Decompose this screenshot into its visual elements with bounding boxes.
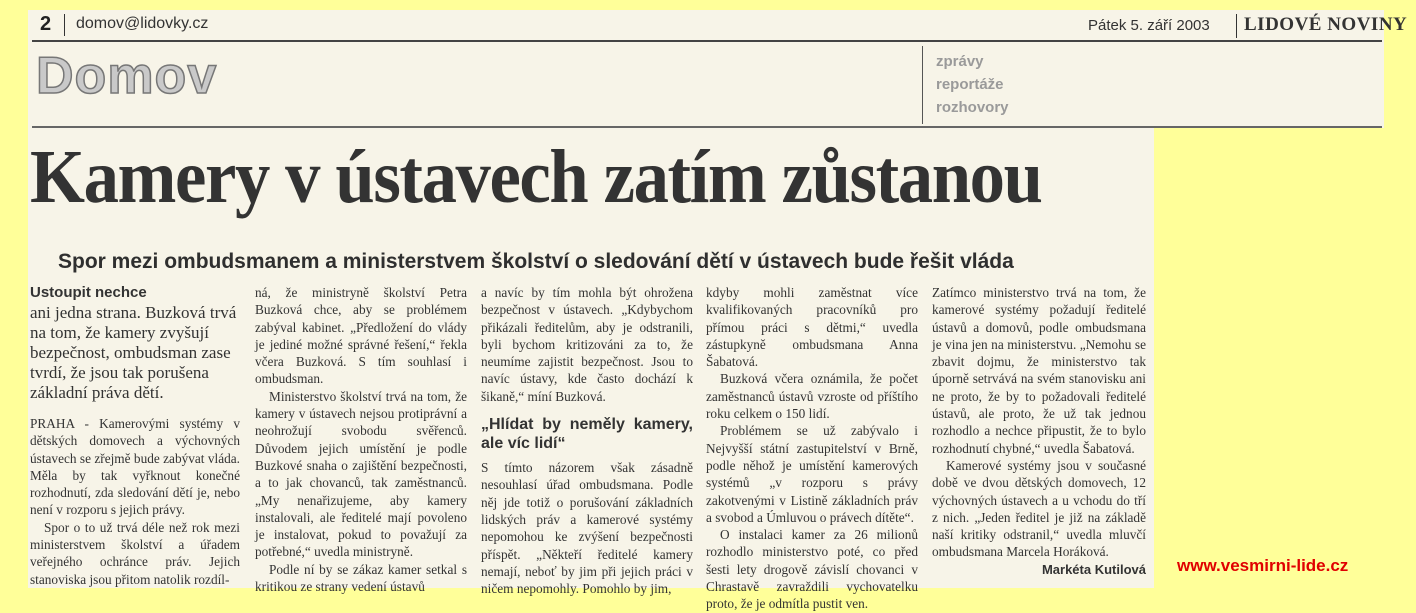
lead-heading: Ustoupit nechce (30, 284, 147, 301)
header-divider (64, 14, 65, 36)
paragraph: Podle ní by se zákaz kamer setkal s kritikou ze strany vedení ústavů (255, 561, 467, 595)
header-divider-right (1236, 14, 1237, 38)
paragraph: Zatímco ministerstvo trvá na tom, že kamerové systémy požadují ředitelé ústavů a domovů, podle ombudsmana je vina jen na ministerstvu. „Nemohu se zbavit dojmu, že ministerstvo tak úporně setrvává na svém stanovisku ani ne proto, že by to požadovali ředitelé ústavů, ale proto, že už tak jednou rozhodlo a nechce připustit, že to bylo rozhodnutí chybné,“ uvedla Šabatová. (932, 285, 1146, 456)
article-column-3 (481, 284, 693, 597)
section-rule (32, 126, 1382, 128)
lead-paragraph: ani jedna strana. Buzková trvá na tom, že kamery zvyšují bezpečnost, ombudsman zase tvrdí, že jsou tak porušena základní práva dětí. (30, 303, 237, 402)
article-column-2 (255, 284, 467, 595)
paragraph: Kamerové systémy jsou v současné době ve dvou dětských domovech, 12 výchovných ústavech a u vchodu do tří z nich. „Jeden ředitel je již na základě naší kritiky odstranil,“ uvedla mluvčí ombudsmana Marcela Horáková. (932, 457, 1146, 560)
page-number: 2 (40, 13, 52, 35)
paragraph: S tímto názorem však zásadně nesouhlasí úřad ombudsmana. Podle něj jde totiž o porušování základních lidských práv a kamerové systémy nepomohou ke zvýšení bezpečnosti příspět. „Někteří ředitelé kamery nemají, neboť by jim při jejich práci v ničem nepomohly. Pomohlo by jim, (481, 460, 693, 597)
article-headline: Kamery v ústavech zatím zůstanou (30, 135, 1042, 219)
website-watermark: www.vesmirni-lide.cz (1177, 556, 1349, 575)
intertitle: „Hlídat by neměly kamery, ale víc lidí“ (481, 416, 693, 453)
section-email: domov@lidovky.cz (76, 15, 209, 32)
section-item-reports: reportáže (936, 76, 1004, 93)
article-column-5 (932, 284, 1146, 577)
header-rule (32, 40, 1382, 42)
article-author: Markéta Kutilová (1041, 561, 1146, 577)
article-column-4 (706, 284, 918, 613)
paragraph: Spor o to už trvá déle než rok mezi ministerstvem školství a úřadem veřejného ochránce práv. Jejich stanoviska jsou přitom natolik rozdíl- (30, 519, 240, 587)
section-item-interviews: rozhovory (936, 99, 1009, 116)
paragraph: O instalaci kamer za 26 milionů rozhodlo ministerstvo poté, co před šesti lety drogově závislí chovanci v Chrastavě zavraždili vychovatelku proto, že je odmítla pustit ven. (706, 527, 918, 612)
paragraph: Problémem se už zabývalo i Nejvyšší státní zastupitelství v Brně, podle něhož je umístění kamerových systémů „v rozporu s právy zakotvenými v Listině základních práv a svobod a Úmluvou o právech dítěte“. (706, 423, 918, 525)
section-title: Domov (36, 47, 218, 105)
paragraph: PRAHA - Kamerovými systémy v dětských domovech a výchovných ústavech se zřejmě bude zabývat vláda. Měla by tak vyřknout konečné rozhodnutí, zda sledování dětí je, nebo není v rozporu s jejich právy. (30, 416, 240, 518)
paragraph: ná, že ministryně školství Petra Buzková chce, aby se problémem zabýval kabinet. „Předložení do vlády je jediné možné správné řešení,“ řekla včera Buzková. S tím souhlasí i ombudsman. (255, 285, 467, 387)
paragraph: Ministerstvo školství trvá na tom, že kamery v ústavech nejsou protiprávní a neohrožují svobodu svěřenců. Důvodem jejich umístění je podle Buzkové snaha o zajištění bezpečnosti, a to jak chovanců, tak zaměstnanců. „My nenařizujeme, aby kamery instalovali, ale ředitelé mají povoleno je instalovat, pokud to považují za potřebné,“ uvedla ministryně. (255, 388, 467, 560)
article-subheadline: Spor mezi ombudsmanem a ministerstvem školství o sledování dětí v ústavech bude řešit vláda (58, 250, 1014, 273)
issue-date: Pátek 5. září 2003 (1088, 17, 1210, 34)
section-divider (922, 46, 923, 124)
article-column-1 (30, 284, 240, 588)
paragraph: kdyby mohli zaměstnat více kvalifikovaných pracovníků pro přímou práci s dětmi,“ uvedla zástupkyně ombudsmana Anna Šabatová. (706, 285, 918, 370)
section-item-news: zprávy (936, 53, 984, 70)
paragraph: a navíc by tím mohla být ohrožena bezpečnost v ústavech. „Kdybychom přikázali ředitelům, aby je odstranili, byli bychom kritizováni za to, že neumíme zajistit bezpečnost. Jsou to navíc ústavy, kde často dochází k šikaně,“ míní Buzková. (481, 285, 693, 404)
paragraph: Buzková včera oznámila, že počet zaměstnanců ústavů vzroste od příštího roku celkem o 150 lidí. (706, 371, 918, 422)
section-subitems (936, 50, 1009, 119)
newspaper-brand: LIDOVÉ NOVINY (1244, 14, 1408, 35)
